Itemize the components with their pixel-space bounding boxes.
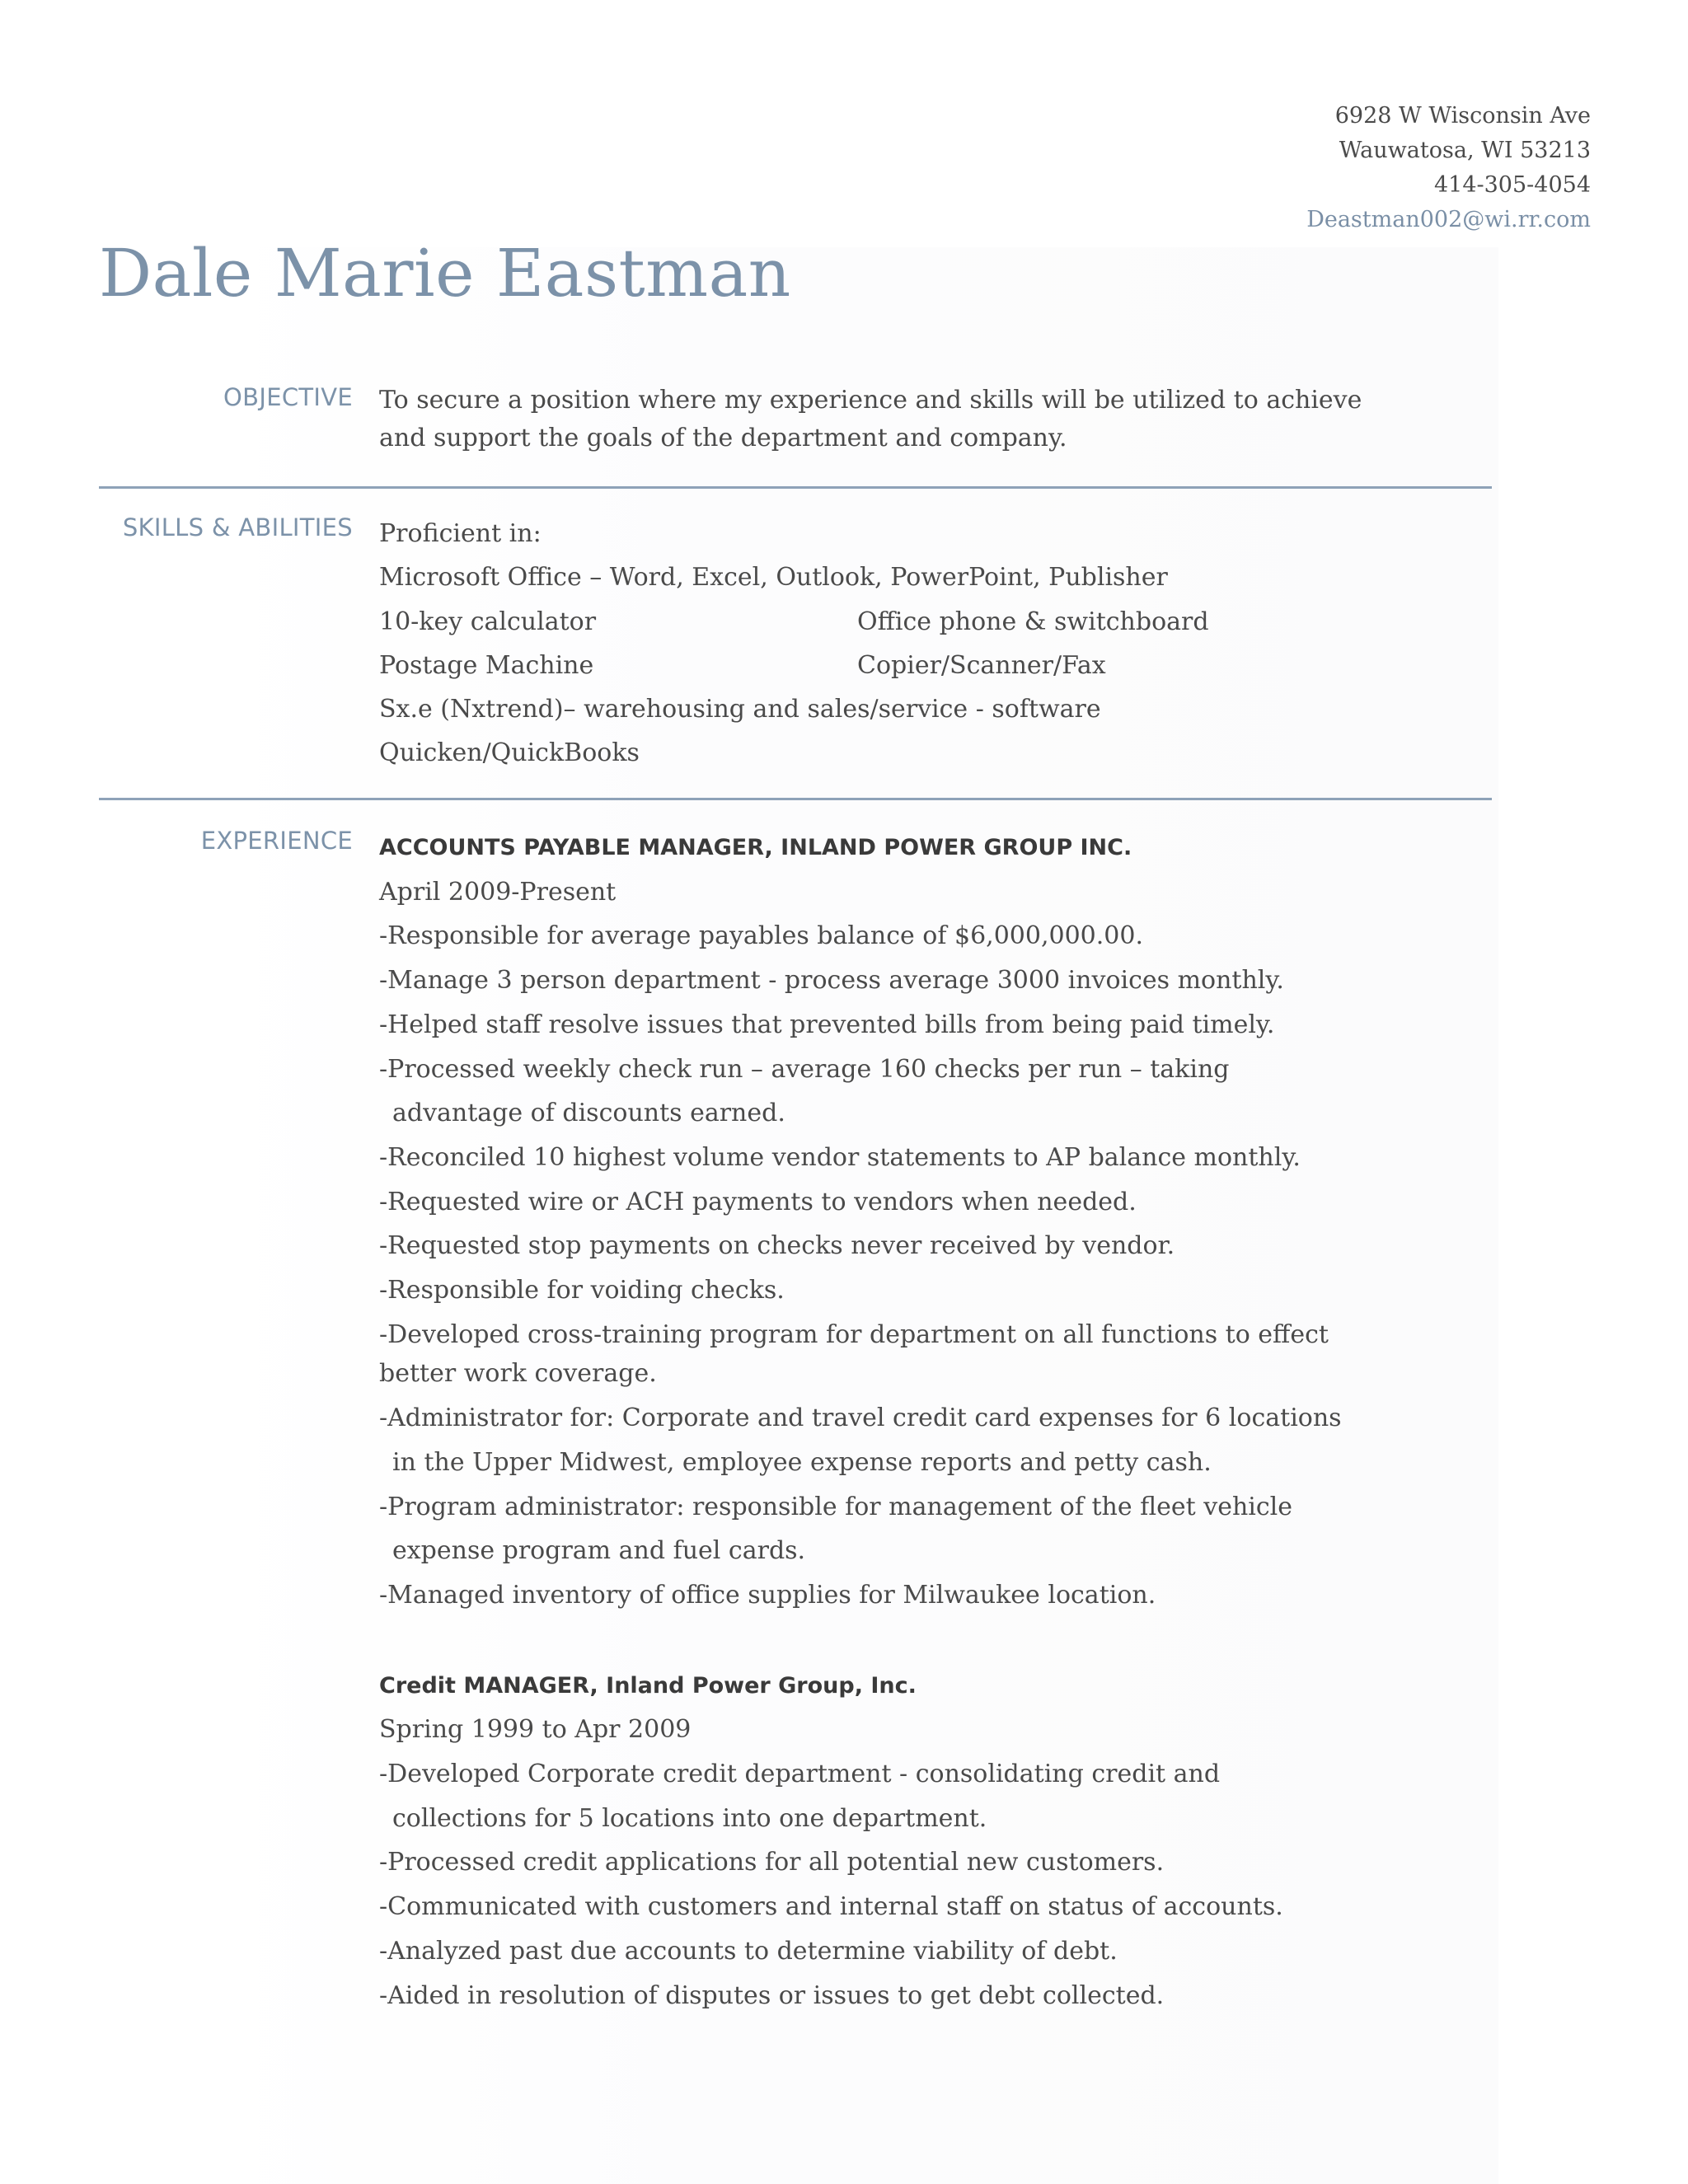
job-title: ACCOUNTS PAYABLE MANAGER, INLAND POWER GROUP INC. <box>379 835 1132 860</box>
section-divider <box>99 486 1492 489</box>
objective-line: To secure a position where my experience and skills will be utilized to achieve <box>379 386 1362 415</box>
skill-item: Microsoft Office – Word, Excel, Outlook, PowerPoint, Publisher <box>379 563 1168 593</box>
job-duty: advantage of discounts earned. <box>392 1099 785 1128</box>
job-duty: -Aided in resolution of disputes or issues to get debt collected. <box>379 1980 1165 2010</box>
skill-row <box>379 644 1508 687</box>
experience-list <box>379 826 1508 2018</box>
job-duty: -Processed weekly check run – average 160 checks per run – taking <box>379 1054 1230 1084</box>
contact-email[interactable]: Deastman002@wi.rr.com <box>1306 207 1591 232</box>
job-dates: Spring 1999 to Apr 2009 <box>379 1715 692 1745</box>
job-duty: -Helped staff resolve issues that prevented bills from being paid timely. <box>379 1010 1275 1039</box>
job-duty: better work coverage. <box>379 1359 657 1389</box>
objective-line: and support the goals of the department and company. <box>379 424 1067 452</box>
job-title: Credit MANAGER, Inland Power Group, Inc. <box>379 1672 917 1699</box>
job-duty: -Administrator for: Corporate and travel credit card expenses for 6 locations <box>379 1404 1342 1433</box>
contact-street: 6928 W Wisconsin Ave <box>1334 103 1591 129</box>
job-duty: -Responsible for voiding checks. <box>379 1276 785 1305</box>
skills-intro: Proficient in: <box>379 519 542 548</box>
job-duty: -Developed cross-training program for department on all functions to effect <box>379 1319 1329 1349</box>
skill-item: 10-key calculator <box>379 607 597 636</box>
skill-item: Copier/Scanner/Fax <box>857 650 1106 680</box>
job-duty: -Requested stop payments on checks never received by vendor. <box>379 1231 1175 1261</box>
skills-label: SKILLS & ABILITIES <box>122 513 353 541</box>
contact-block <box>1306 99 1591 237</box>
job-duty: expense program and fuel cards. <box>392 1536 806 1566</box>
objective-text <box>379 382 1508 457</box>
job-duty: -Managed inventory of office supplies for Milwaukee location. <box>379 1580 1156 1610</box>
experience-label: EXPERIENCE <box>200 827 353 855</box>
job-duty: -Program administrator: responsible for management of the fleet vehicle <box>379 1492 1293 1521</box>
contact-phone: 414-305-4054 <box>1433 172 1591 198</box>
job-duty: -Processed credit applications for all potential new customers. <box>379 1848 1165 1877</box>
job-duty: in the Upper Midwest, employee expense reports and petty cash. <box>392 1447 1212 1477</box>
skill-item: Quicken/QuickBooks <box>379 738 640 768</box>
section-divider <box>99 798 1492 800</box>
job-duty: -Analyzed past due accounts to determine viability of debt. <box>379 1936 1118 1966</box>
job-duty: -Manage 3 person department - process average 3000 invoices monthly. <box>379 966 1284 996</box>
job-duty: -Developed Corporate credit department - consolidating credit and <box>379 1760 1221 1789</box>
job-spacer <box>379 1618 1508 1664</box>
job-dates: April 2009-Present <box>379 877 617 907</box>
job-duty: -Communicated with customers and internal staff on status of accounts. <box>379 1892 1283 1922</box>
job-duty: -Responsible for average payables balance of $6,000,000.00. <box>379 921 1143 951</box>
skills-list <box>379 512 1508 776</box>
skill-row <box>379 600 1508 644</box>
contact-city: Wauwatosa, WI 53213 <box>1339 138 1591 163</box>
job-duty: collections for 5 locations into one department. <box>392 1803 987 1833</box>
skill-item: Postage Machine <box>379 650 594 680</box>
skill-item: Office phone & switchboard <box>857 607 1209 636</box>
job-duty: -Reconciled 10 highest volume vendor statements to AP balance monthly. <box>379 1142 1301 1172</box>
job-duty: -Requested wire or ACH payments to vendors when needed. <box>379 1187 1137 1216</box>
objective-label: OBJECTIVE <box>223 383 353 411</box>
skill-item: Sx.e (Nxtrend)– warehousing and sales/service - software <box>379 695 1101 724</box>
resume-name: Dale Marie Eastman <box>99 235 791 312</box>
